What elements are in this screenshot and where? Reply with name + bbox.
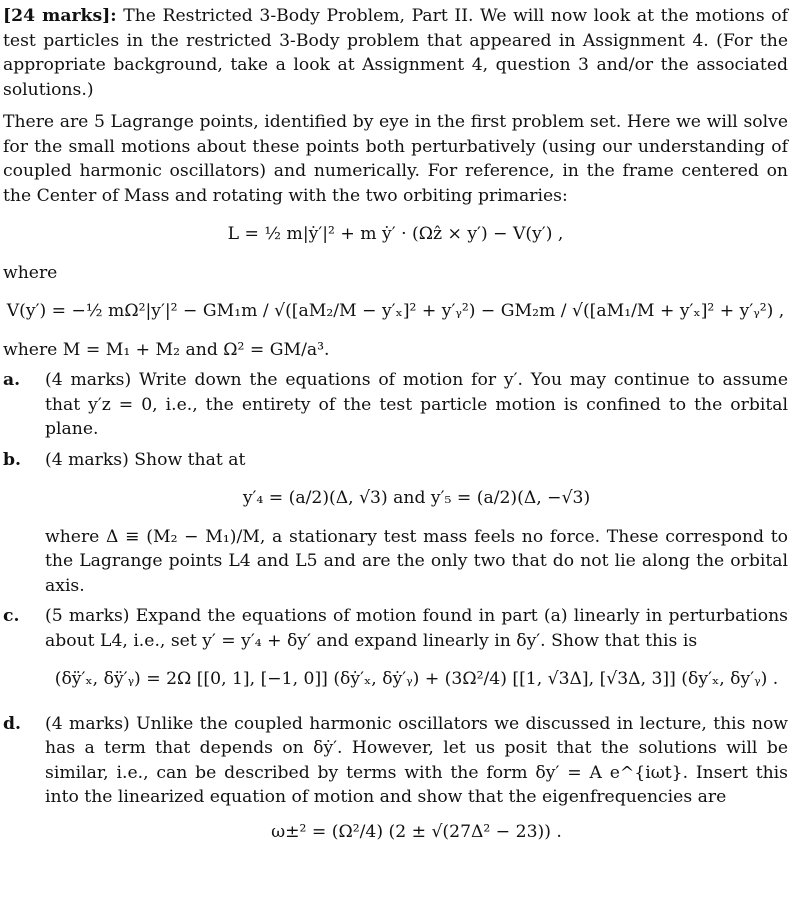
- part-b-after: where Δ ≡ (M₂ − M₁)/M, a stationary test mass feels no force. These correspond to the Lagrange points L4 and L5 and are the only two that do not lie along the orbital axis.: [45, 526, 788, 596]
- part-a-label: a.: [3, 370, 21, 390]
- linearized-equation: (δÿ′ₓ, δÿ′ᵧ) = 2Ω [[0, 1], [−1, 0]] (δẏ′ₓ, δẏ′ᵧ) + (3Ω²/4) [[1, √3Δ], [√3Δ, 3]] (δy′ₓ, δy′ᵧ) .: [54, 669, 779, 689]
- marks-label: [24 marks]:: [3, 6, 117, 26]
- part-a-text: (4 marks) Write down the equations of motion for y′. You may continue to assume that y′z = 0, i.e., the entirety of the test particle motion is confined to the orbital plane.: [45, 370, 788, 439]
- part-c: [3, 604, 788, 706]
- potential-equation: V(y′) = −½ mΩ²|y′|² − GM₁m / √([aM₂/M − y′ₓ]² + y′ᵧ²) − GM₂m / √([aM₁/M + y′ₓ]² + y′ᵧ²) ,: [6, 301, 785, 321]
- part-d-text: (4 marks) Unlike the coupled harmonic oscillators we discussed in lecture, this now has a term that depends on δẏ′. However, let us posit that the solutions will be similar, i.e., can be described by terms with the form δy′ = A e^{iωt}. Insert this into the linearized equation of motion and show that the eigenfrequencies are: [45, 713, 788, 807]
- problem-page: [3, 4, 788, 854]
- part-c-label: c.: [3, 606, 20, 626]
- part-d-label: d.: [3, 713, 22, 734]
- where-label: where: [3, 262, 58, 283]
- lagrange-points-equation: y′₄ = (a/2)(Δ, √3) and y′₅ = (a/2)(Δ, −√3): [242, 488, 591, 508]
- intro-text: The Restricted 3-Body Problem, Part II. We will now look at the motions of test particles in the restricted 3-Body problem that appeared in Assignment 4. (For the appropriate background, take a look at Assignment 4, question 3 and/or the associated solutions.): [3, 6, 788, 100]
- lagrange-paragraph: There are 5 Lagrange points, identified by eye in the first problem set. Here we will solve for the small motions about these points both perturbatively (using our understanding of coupled harmonic oscillators) and numerically. For reference, in the frame centered on the Center of Mass and rotating with the two orbiting primaries:: [3, 112, 788, 206]
- eigenfrequency-equation: ω±² = (Ω²/4) (2 ± √(27Δ² − 23)) .: [271, 821, 562, 842]
- lagrangian-equation: L = ½ m|ẏ′|² + m ẏ′ · (Ωẑ × y′) − V(y′) ,: [227, 224, 564, 244]
- part-d: [3, 712, 788, 855]
- mass-definition: where M = M₁ + M₂ and Ω² = GM/a³.: [3, 339, 330, 360]
- part-b-text: (4 marks) Show that at: [45, 449, 246, 470]
- part-b: [3, 448, 788, 599]
- intro-paragraph: [3, 4, 788, 102]
- part-a: [3, 368, 788, 442]
- part-b-label: b.: [3, 449, 22, 470]
- part-c-text: (5 marks) Expand the equations of motion found in part (a) linearly in perturbations about L4, i.e., set y′ = y′₄ + δy′ and expand linearly in δy′. Show that this is: [45, 606, 788, 651]
